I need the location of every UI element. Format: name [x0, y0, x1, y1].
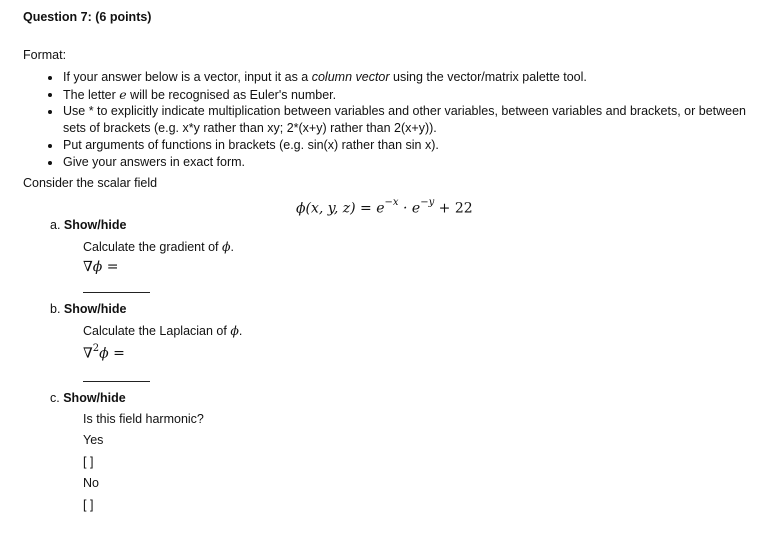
phi-symbol: ϕ [230, 323, 239, 338]
scalar-field-equation [296, 199, 473, 217]
equation-lhs: ϕ(x, y, z) = e [296, 200, 385, 217]
bullet-text: Use * to explicitly indicate multiplication between variables and other variables, between variables and brackets, or between [63, 104, 747, 118]
equation-rhs: + 22 [434, 200, 473, 217]
part-a-toggle-link[interactable]: Show/hide [63, 218, 127, 232]
part-c-header [50, 391, 126, 405]
question-title: Question 7: (6 points) [23, 10, 152, 24]
format-label: Format: [23, 48, 67, 62]
option-no-label: No [83, 476, 99, 490]
prompt-text: . [238, 324, 243, 338]
part-a-header [50, 218, 126, 232]
gradient-answer-input[interactable] [83, 292, 150, 293]
bullet-text: The letter [63, 88, 120, 102]
bullet-text: using the vector/matrix palette tool. [389, 70, 587, 84]
equation-dot: · e [398, 200, 421, 217]
prompt-text: Calculate the gradient of [83, 240, 222, 254]
bullet-text: Put arguments of functions in brackets (e.g. sin(x) rather than sin x). [63, 138, 439, 152]
laplacian-rest: ϕ = [99, 345, 125, 362]
bullet-text: sets of brackets (e.g. x*y rather than xy; 2*(x+y) rather than 2(x+y)). [63, 121, 437, 135]
gradient-answer-label: ∇ϕ = [83, 259, 119, 275]
prompt-text: Calculate the Laplacian of [83, 324, 231, 338]
bullet-text: If your answer below is a vector, input it as a [63, 70, 312, 84]
bullet-emphasis: column vector [311, 70, 390, 84]
equation-exponent: −x [384, 197, 399, 208]
intro-text: Consider the scalar field [23, 176, 158, 190]
part-letter: c. [50, 391, 60, 405]
part-b-toggle-link[interactable]: Show/hide [63, 302, 127, 316]
part-b-header [50, 302, 126, 316]
nabla-symbol: ∇ [83, 345, 93, 362]
laplacian-answer-label [83, 344, 125, 362]
option-yes-label: Yes [83, 433, 104, 447]
euler-e-symbol: e [119, 87, 127, 102]
option-no-checkbox[interactable]: [ ] [83, 498, 94, 512]
laplacian-exponent: 2 [92, 343, 100, 354]
part-b-prompt [83, 323, 242, 338]
part-a-prompt [83, 239, 234, 254]
option-yes-checkbox[interactable]: [ ] [83, 455, 94, 469]
bullet-text: will be recognised as Euler's number. [126, 88, 337, 102]
harmonic-question: Is this field harmonic? [83, 412, 204, 426]
phi-symbol: ϕ [221, 239, 231, 254]
equation-exponent: −y [420, 197, 435, 208]
part-letter: b. [50, 302, 61, 316]
part-letter: a. [50, 218, 61, 232]
bullet-text: Give your answers in exact form. [63, 155, 246, 169]
laplacian-answer-input[interactable] [83, 381, 150, 382]
part-c-toggle-link[interactable]: Show/hide [63, 391, 126, 405]
prompt-text: . [230, 240, 234, 254]
